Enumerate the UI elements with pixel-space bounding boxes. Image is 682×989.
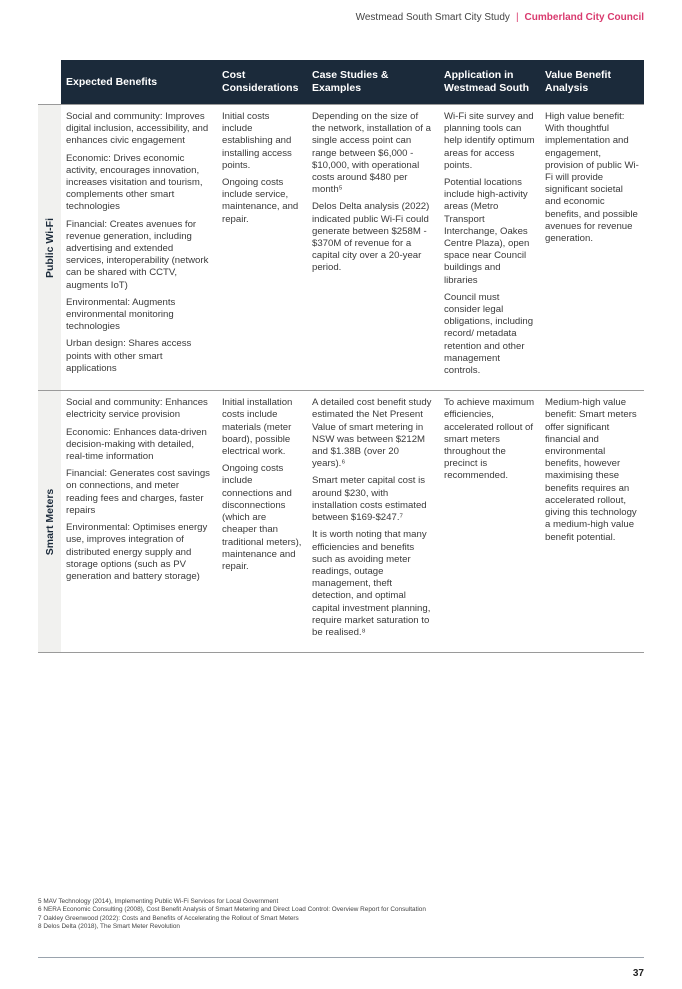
application-item: To achieve maximum efficiencies, accelerated rollout of smart meters throughout the precinct is recommended. [444,397,535,482]
cases-cell [307,105,439,391]
benefit-item: Economic: Drives economic activity, encourages innovation, increases visitation and tourism, complements other smart technologies [66,152,203,213]
row-label: Public Wi-Fi [43,217,56,278]
benefits-cell [61,105,217,391]
costs-cell [217,105,307,391]
benefits-cell [61,391,217,653]
application-cell [439,105,540,391]
benefit-item: Environmental: Augments environmental monitoring technologies [66,296,176,333]
cost-item: Initial installation costs include materials (meter board), possible electrical work. [222,397,293,458]
benefit-item: Economic: Enhances data-driven decision-making with detailed, real-time information [66,426,207,463]
application-cell [439,391,540,653]
benefit-item: Social and community: Improves digital inclusion, accessibility, and enhances civic engagement [66,111,209,147]
col-header-value: Value Benefit Analysis [540,60,644,105]
footnote: 5 MAV Technology (2014), Implementing Public Wi-Fi Services for Local Government [38,898,279,905]
value-item: Medium-high value benefit: Smart meters offer significant financial and environmental benefits, however maximising these benefits requires an accelerated rollout, giving this technology a medium-high value benefit potential. [545,397,637,543]
case-item: A detailed cost benefit study estimated the Net Present Value of smart metering in NSW was between $212M and $1.38B (over 20 years).⁶ [312,397,432,470]
case-item: Depending on the size of the network, installation of a single access point can range between $6,000 - $10,000, with operational costs around $480 per month⁵ [312,111,431,196]
costs-cell [217,391,307,653]
footnotes [38,898,644,931]
cases-cell [307,391,439,653]
col-header-cases: Case Studies & Examples [307,60,439,105]
value-cell [540,391,644,653]
value-cell [540,105,644,391]
benefit-item: Financial: Generates cost savings on connections, and meter reading fees and charges, faster repairs [66,468,210,516]
case-item: Smart meter capital cost is around $230, with installation costs estimated between $169-$247.⁷ [312,475,427,524]
benefit-item: Social and community: Enhances electricity service provision [66,397,208,421]
footnote: 6 NERA Economic Consulting (2008), Cost Benefit Analysis of Smart Metering and Direct Load Control: Overview Report for Consultation [38,906,426,914]
application-item: Council must consider legal obligations, including record/ metadata retention and other management controls. [444,291,534,377]
row-label-cell [38,105,61,391]
row-label: Smart Meters [43,488,56,555]
table-row [38,391,644,653]
study-title: Westmead South Smart City Study [355,12,510,23]
footnote: 7 Oakley Greenwood (2022): Costs and Benefits of Accelerating the Rollout of Smart Meters [38,914,299,922]
page-header [356,12,644,23]
col-header-benefits: Expected Benefits [61,60,217,105]
table-row [38,105,644,391]
footer-divider [38,957,644,958]
row-label-cell [38,391,61,653]
benefit-item: Financial: Creates avenues for revenue generation, including advertising and extended services, interoperability (network can be shared with CCTV, augments IoT) [66,218,209,291]
application-item: Wi-Fi site survey and planning tools can help identify optimum areas for access points. [444,111,535,171]
col-header-costs: Cost Considerations [217,60,307,105]
benefit-item: Environmental: Optimises energy use, improves integration of distributed energy supply and storage options (such as PV generation and battery storage) [66,522,208,582]
page-number: 37 [632,968,644,979]
header-spacer [38,60,61,105]
cost-item: Ongoing costs include connections and disconnections (which are cheaper than traditional meters), maintenance and repair. [222,463,302,572]
benefits-table [38,60,644,653]
case-item: Delos Delta analysis (2022) indicated public Wi-Fi could generate between $258M - $370M of revenue for a capital city over a 20-year period. [312,201,430,274]
cost-item: Ongoing costs include service, maintenance, and repair. [222,177,299,225]
benefit-item: Urban design: Shares access points with other smart applications [66,338,192,374]
footnote: 8 Delos Delta (2018), The Smart Meter Revolution [38,922,180,930]
case-item: It is worth noting that many efficiencies and benefits such as avoiding meter readings, outage management, theft detection, and optimal capital investment planning, require market saturation to be realised.⁸ [312,529,431,638]
table-header-row [38,60,644,105]
header-separator: | [515,12,519,23]
cost-item: Initial costs include establishing and installing access points. [222,111,292,171]
value-item: High value benefit: With thoughtful implementation and engagement, provision of public Wi-Fi will provide significant societal and economic benefits, and possible avenues for revenue generation. [545,111,639,245]
col-header-application: Application in Westmead South [439,60,540,105]
application-item: Potential locations include high-activity areas (Metro Transport Interchange, Oakes Centre Plaza), open space near Council buildings and libraries [444,177,530,286]
council-name: Cumberland City Council [524,12,644,23]
